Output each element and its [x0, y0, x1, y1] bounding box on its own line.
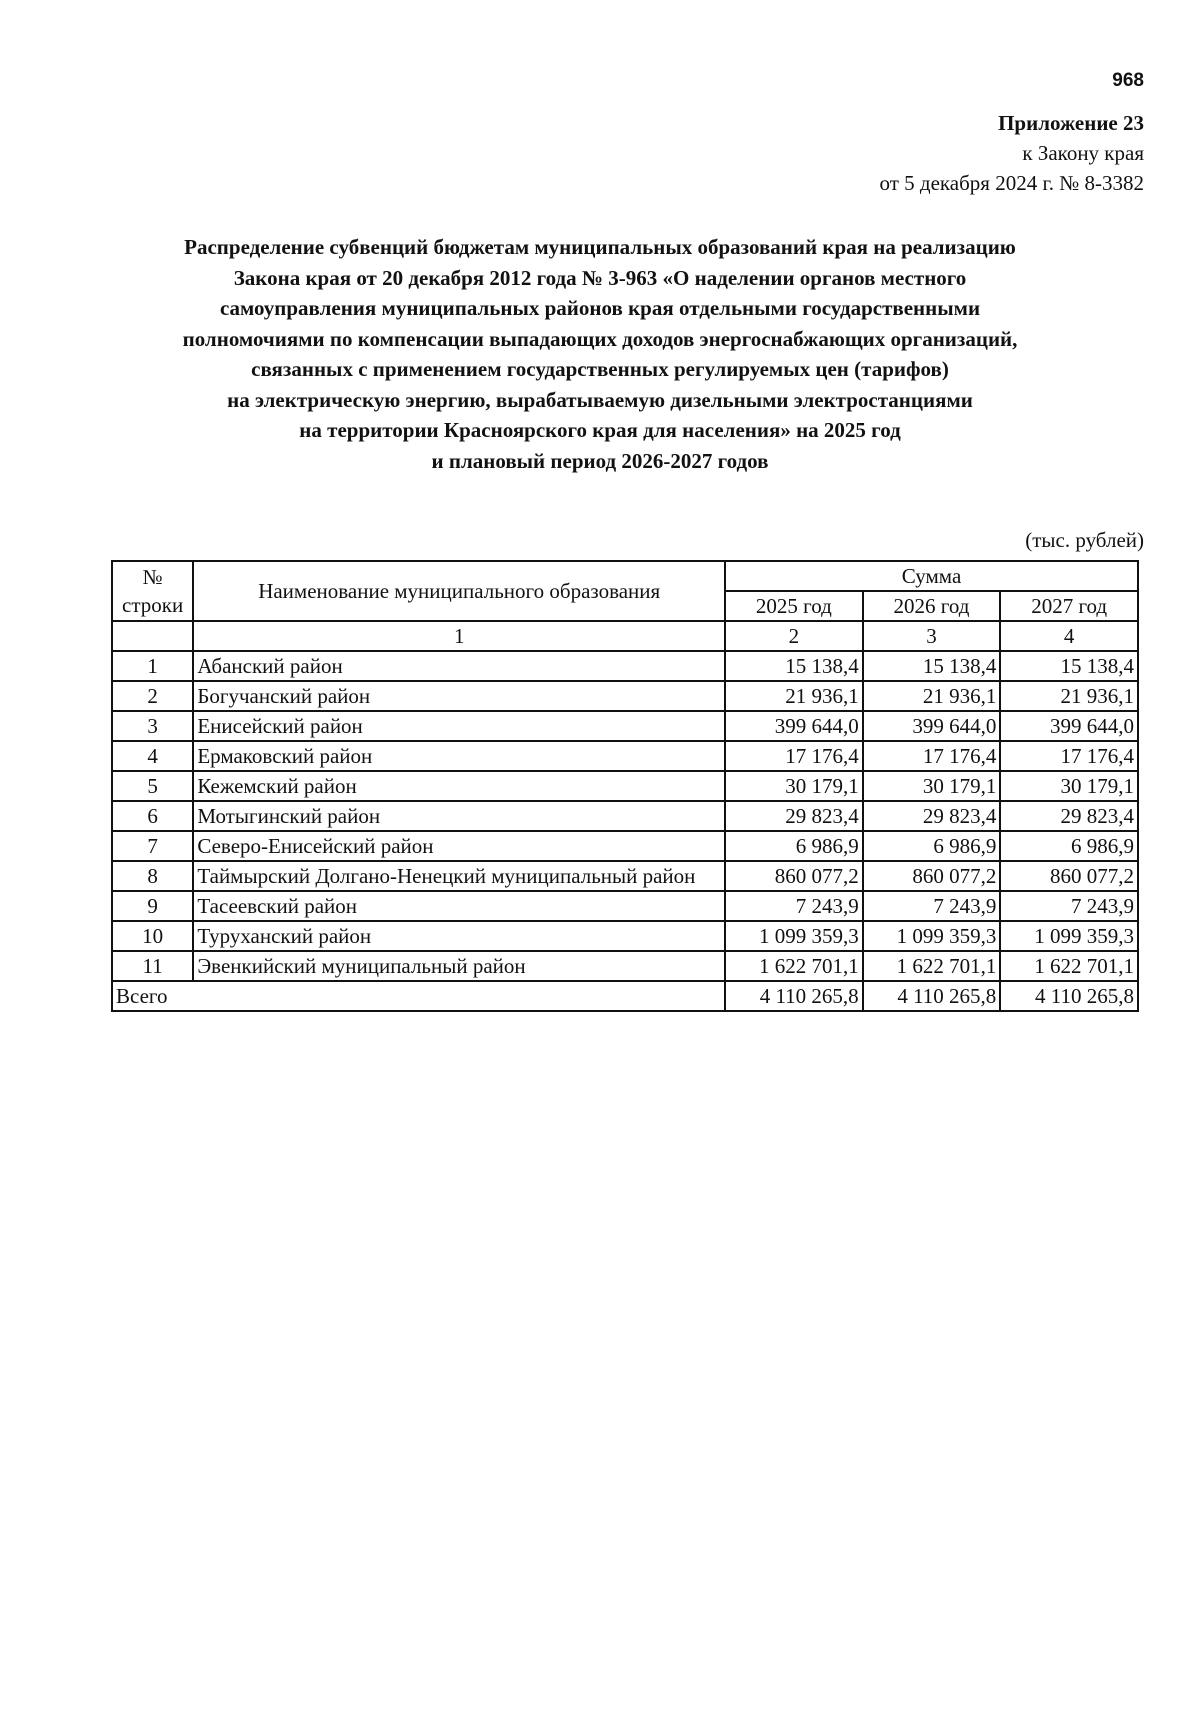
appendix-date: от 5 декабря 2024 г. № 8-3382: [879, 171, 1144, 195]
header-year-2027: 2027 год: [1000, 591, 1138, 621]
total-label: Всего: [112, 981, 725, 1011]
row-number: 3: [112, 711, 193, 741]
row-value-2027: 1 099 359,3: [1000, 921, 1138, 951]
table-total-row: [112, 981, 1138, 1011]
row-value-2027: 15 138,4: [1000, 651, 1138, 681]
table-body: [112, 651, 1138, 981]
row-value-2027: 29 823,4: [1000, 801, 1138, 831]
row-value-2026: 17 176,4: [863, 741, 1001, 771]
table-row: [112, 771, 1138, 801]
row-value-2025: 21 936,1: [725, 681, 863, 711]
numbering-cell: 4: [1000, 621, 1138, 651]
row-value-2027: 1 622 701,1: [1000, 951, 1138, 981]
row-number: 8: [112, 861, 193, 891]
row-value-2026: 29 823,4: [863, 801, 1001, 831]
row-value-2025: 399 644,0: [725, 711, 863, 741]
numbering-cell: 3: [863, 621, 1001, 651]
units-label: (тыс. рублей): [1025, 528, 1144, 552]
table-row: [112, 801, 1138, 831]
row-value-2026: 1 622 701,1: [863, 951, 1001, 981]
total-2026: 4 110 265,8: [863, 981, 1001, 1011]
row-name: Кежемский район: [193, 771, 725, 801]
header-name: Наименование муниципального образования: [193, 561, 725, 621]
header-year-2026: 2026 год: [863, 591, 1001, 621]
row-value-2026: 399 644,0: [863, 711, 1001, 741]
document-title: [100, 232, 1100, 476]
header-no-symbol: №: [142, 565, 163, 589]
table-row: [112, 681, 1138, 711]
table-row: [112, 891, 1138, 921]
table-row: [112, 741, 1138, 771]
subvention-table: [111, 560, 1139, 1012]
header-no-label: строки: [122, 593, 184, 617]
numbering-cell-empty: [112, 621, 193, 651]
row-name: Богучанский район: [193, 681, 725, 711]
row-value-2026: 15 138,4: [863, 651, 1001, 681]
row-value-2026: 7 243,9: [863, 891, 1001, 921]
page-number: 968: [1112, 70, 1144, 91]
table-numbering-row: [112, 621, 1138, 651]
header-row-number: [112, 561, 193, 621]
row-value-2025: 30 179,1: [725, 771, 863, 801]
total-2025: 4 110 265,8: [725, 981, 863, 1011]
row-value-2025: 1 622 701,1: [725, 951, 863, 981]
title-line: полномочиями по компенсации выпадающих доходов энергоснабжающих организаций,: [182, 326, 1018, 351]
row-value-2025: 1 099 359,3: [725, 921, 863, 951]
row-name: Мотыгинский район: [193, 801, 725, 831]
row-value-2027: 399 644,0: [1000, 711, 1138, 741]
title-line: на электрическую энергию, вырабатываемую дизельными электростанциями: [227, 387, 973, 412]
row-value-2025: 860 077,2: [725, 861, 863, 891]
row-value-2025: 7 243,9: [725, 891, 863, 921]
numbering-cell: 2: [725, 621, 863, 651]
title-line: связанных с применением государственных регулируемых цен (тарифов): [251, 357, 949, 381]
row-name: Таймырский Долгано-Ненецкий муниципальный район: [193, 861, 725, 891]
row-number: 7: [112, 831, 193, 861]
row-value-2026: 1 099 359,3: [863, 921, 1001, 951]
title-line: Закона края от 20 декабря 2012 года № 3-963 «О наделении органов местного: [233, 265, 967, 290]
row-value-2025: 15 138,4: [725, 651, 863, 681]
header-year-2025: 2025 год: [725, 591, 863, 621]
table-row: [112, 651, 1138, 681]
total-2027: 4 110 265,8: [1000, 981, 1138, 1011]
row-name: Туруханский район: [193, 921, 725, 951]
table-row: [112, 711, 1138, 741]
table-header-row: [112, 561, 1138, 591]
appendix-law-ref: к Закону края: [1022, 141, 1144, 165]
table-row: [112, 861, 1138, 891]
row-number: 10: [112, 921, 193, 951]
title-line: и плановый период 2026-2027 годов: [431, 448, 769, 473]
row-value-2027: 6 986,9: [1000, 831, 1138, 861]
numbering-cell: 1: [193, 621, 725, 651]
row-number: 2: [112, 681, 193, 711]
row-name: Северо-Енисейский район: [193, 831, 725, 861]
row-number: 4: [112, 741, 193, 771]
row-number: 1: [112, 651, 193, 681]
row-name: Енисейский район: [193, 711, 725, 741]
title-line: самоуправления муниципальных районов края отдельными государственными: [219, 296, 981, 320]
row-value-2025: 29 823,4: [725, 801, 863, 831]
row-value-2027: 21 936,1: [1000, 681, 1138, 711]
row-name: Тасеевский район: [193, 891, 725, 921]
row-number: 11: [112, 951, 193, 981]
row-name: Абанский район: [193, 651, 725, 681]
row-name: Ермаковский район: [193, 741, 725, 771]
row-value-2026: 6 986,9: [863, 831, 1001, 861]
header-sum: Сумма: [725, 561, 1138, 591]
appendix-title: Приложение 23: [998, 111, 1144, 135]
title-line: на территории Красноярского края для населения» на 2025 год: [299, 418, 901, 442]
row-value-2026: 860 077,2: [863, 861, 1001, 891]
row-value-2026: 30 179,1: [863, 771, 1001, 801]
row-value-2027: 7 243,9: [1000, 891, 1138, 921]
row-value-2027: 17 176,4: [1000, 741, 1138, 771]
row-value-2027: 30 179,1: [1000, 771, 1138, 801]
title-line: Распределение субвенций бюджетам муниципальных образований края на реализацию: [184, 235, 1016, 259]
row-value-2025: 17 176,4: [725, 741, 863, 771]
row-value-2025: 6 986,9: [725, 831, 863, 861]
row-number: 5: [112, 771, 193, 801]
table-row: [112, 921, 1138, 951]
table-row: [112, 951, 1138, 981]
row-number: 6: [112, 801, 193, 831]
row-value-2026: 21 936,1: [863, 681, 1001, 711]
row-number: 9: [112, 891, 193, 921]
row-name: Эвенкийский муниципальный район: [193, 951, 725, 981]
table-row: [112, 831, 1138, 861]
row-value-2027: 860 077,2: [1000, 861, 1138, 891]
appendix-header: [880, 108, 1144, 198]
